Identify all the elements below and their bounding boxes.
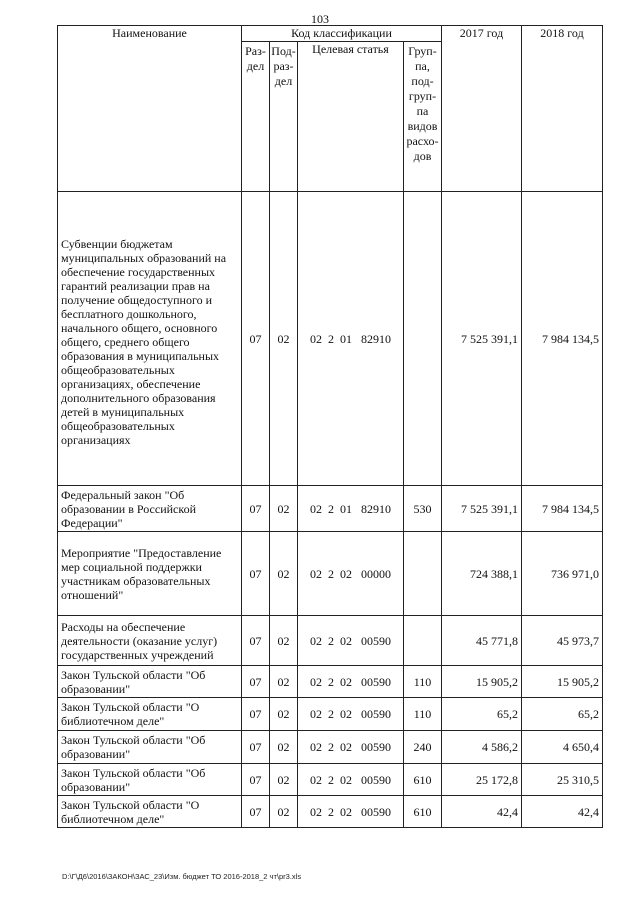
row-group: 240 (404, 731, 442, 764)
header-razdel: Раз- дел (242, 42, 270, 192)
row-name: Закон Тульской области "О библиотечном деле" (58, 698, 242, 731)
row-razdel: 07 (242, 532, 270, 616)
row-podrazdel: 02 (270, 666, 298, 698)
row-group: 610 (404, 796, 442, 828)
row-podrazdel: 02 (270, 192, 298, 486)
table-row (58, 192, 603, 486)
row-group (404, 616, 442, 666)
row-razdel: 07 (242, 796, 270, 828)
row-2017: 7 525 391,1 (442, 192, 522, 486)
row-name: Федеральный закон "Об образовании в Российской Федерации" (58, 486, 242, 532)
row-target: 02 2 02 00590 (298, 698, 404, 731)
row-2018: 45 973,7 (522, 616, 603, 666)
row-2018: 15 905,2 (522, 666, 603, 698)
row-podrazdel: 02 (270, 486, 298, 532)
table-row (58, 764, 603, 796)
row-name: Закон Тульской области "Об образовании" (58, 731, 242, 764)
row-group (404, 192, 442, 486)
row-podrazdel: 02 (270, 731, 298, 764)
row-2018: 4 650,4 (522, 731, 603, 764)
row-2017: 724 388,1 (442, 532, 522, 616)
row-target: 02 2 01 82910 (298, 192, 404, 486)
table-row (58, 532, 603, 616)
row-podrazdel: 02 (270, 616, 298, 666)
row-group: 610 (404, 764, 442, 796)
row-target: 02 2 01 82910 (298, 486, 404, 532)
header-2018: 2018 год (522, 26, 603, 192)
row-target: 02 2 02 00590 (298, 616, 404, 666)
row-target: 02 2 02 00590 (298, 796, 404, 828)
row-target: 02 2 02 00590 (298, 731, 404, 764)
row-razdel: 07 (242, 616, 270, 666)
row-name: Мероприятие "Предоставление мер социальной поддержки участникам образовательных отношений" (58, 532, 242, 616)
row-2017: 15 905,2 (442, 666, 522, 698)
row-razdel: 07 (242, 698, 270, 731)
row-2017: 42,4 (442, 796, 522, 828)
row-2017: 65,2 (442, 698, 522, 731)
row-group: 110 (404, 666, 442, 698)
table-row (58, 486, 603, 532)
row-2018: 7 984 134,5 (522, 192, 603, 486)
row-2018: 42,4 (522, 796, 603, 828)
table-row (58, 796, 603, 828)
table-row (58, 698, 603, 731)
header-group: Груп- па, под- груп- па видов расхо- дов (404, 42, 442, 192)
row-target: 02 2 02 00590 (298, 764, 404, 796)
row-2018: 7 984 134,5 (522, 486, 603, 532)
table-row (58, 666, 603, 698)
row-name: Закон Тульской области "Об образовании" (58, 666, 242, 698)
row-2017: 45 771,8 (442, 616, 522, 666)
row-target: 02 2 02 00000 (298, 532, 404, 616)
row-razdel: 07 (242, 666, 270, 698)
row-razdel: 07 (242, 764, 270, 796)
header-target: Целевая статья (298, 42, 404, 192)
row-podrazdel: 02 (270, 764, 298, 796)
header-podrazdel: Под- раз- дел (270, 42, 298, 192)
row-group (404, 532, 442, 616)
page-number: 103 (311, 12, 329, 26)
row-2017: 4 586,2 (442, 731, 522, 764)
table-row (58, 616, 603, 666)
row-group: 110 (404, 698, 442, 731)
row-razdel: 07 (242, 486, 270, 532)
row-2017: 25 172,8 (442, 764, 522, 796)
row-name: Закон Тульской области "Об образовании" (58, 764, 242, 796)
row-name: Субвенции бюджетам муниципальных образований на обеспечение государственных гарантий реализации прав на получение общедоступного и бесплатного дошкольного, начального общего, основного общего, среднего общего образования в муниципальных общеобразовательных организациях, обеспечение дополнительного образования детей в муниципальных общеобразовательных организациях (58, 192, 242, 486)
file-path-footer: D:\Г\Д6\2016\ЗАКОН\ЗАС_23\Изм. бюджет ТО 2016-2018_2 чт\pr3.xls (62, 872, 302, 881)
header-code: Код классификации (242, 26, 442, 42)
row-2018: 736 971,0 (522, 532, 603, 616)
row-razdel: 07 (242, 192, 270, 486)
row-group: 530 (404, 486, 442, 532)
row-name: Расходы на обеспечение деятельности (оказание услуг) государственных учреждений (58, 616, 242, 666)
row-2017: 7 525 391,1 (442, 486, 522, 532)
row-razdel: 07 (242, 731, 270, 764)
row-podrazdel: 02 (270, 796, 298, 828)
row-podrazdel: 02 (270, 698, 298, 731)
row-target: 02 2 02 00590 (298, 666, 404, 698)
row-podrazdel: 02 (270, 532, 298, 616)
header-name: Наименование (58, 26, 242, 192)
row-name: Закон Тульской области "О библиотечном деле" (58, 796, 242, 828)
header-2017: 2017 год (442, 26, 522, 192)
budget-table (57, 25, 603, 828)
row-2018: 25 310,5 (522, 764, 603, 796)
table-row (58, 731, 603, 764)
row-2018: 65,2 (522, 698, 603, 731)
